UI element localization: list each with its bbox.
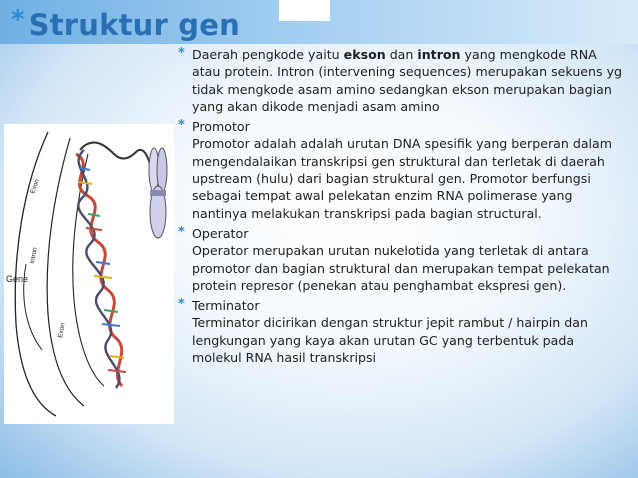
terminator-body: Terminator dicirikan dengan struktur jepit rambut / hairpin dan lengkungan yang kaya akan urutan GC yang terbentuk pada molekul RNA hasil transkripsi — [192, 315, 588, 366]
title-row — [11, 7, 240, 43]
bullet-icon: * — [178, 224, 185, 240]
bullet-list — [174, 46, 626, 369]
operator-body: Operator merupakan urutan nukelotida yang terletak di antara promotor dan bagian struktural dan merupakan tempat pelekatan protein represor (penekan atau penghambat ekspresi gen). — [192, 243, 610, 293]
bullet-icon: * — [178, 118, 185, 134]
gene-diagram — [4, 124, 174, 424]
header-tab — [279, 0, 330, 21]
coding-rest: yang mengkode RNA atau protein. Intron (intervening sequences) merupakan sekuens yg tidak mengkode asam amino sedangkan ekson merupakan bagian yang akan dikode menjadi asam amino — [192, 47, 623, 114]
title-bullet-icon: * — [11, 5, 25, 35]
slide-title: Struktur gen — [28, 8, 240, 42]
term-intron: intron — [417, 47, 461, 62]
label-exon-bottom: Exon — [57, 322, 67, 339]
operator-heading: Operator — [192, 225, 249, 241]
bullet-icon: * — [178, 46, 185, 61]
promotor-body: Promotor adalah adalah urutan DNA spesifik yang berperan dalam mengendalaikan transkripsi gen struktural dan terletak di daerah upstream (hulu) dari bagian struktural gen. Promotor berfungsi sebagai tempat awal pelekatan enzim RNA polimerase yang nantinya melakukan transkripsi pada bagian structural. — [192, 136, 613, 221]
bullet-icon: * — [178, 297, 185, 313]
label-intron: Intron — [29, 246, 39, 265]
coding-region-text — [192, 46, 626, 115]
label-gene: Gene — [6, 274, 29, 284]
coding-lead: Daerah pengkode yaitu — [192, 47, 344, 62]
chromosome — [149, 148, 167, 238]
bullet-item-promotor — [174, 118, 626, 222]
bullet-item-operator — [174, 225, 626, 294]
term-ekson: ekson — [343, 47, 386, 62]
terminator-heading: Terminator — [192, 298, 260, 314]
coding-mid: dan — [385, 47, 418, 62]
bullet-item-coding-region — [174, 46, 626, 115]
label-exon-top: Exon — [29, 178, 41, 195]
bullet-item-terminator — [174, 297, 626, 366]
promotor-heading: Promotor — [192, 119, 250, 135]
